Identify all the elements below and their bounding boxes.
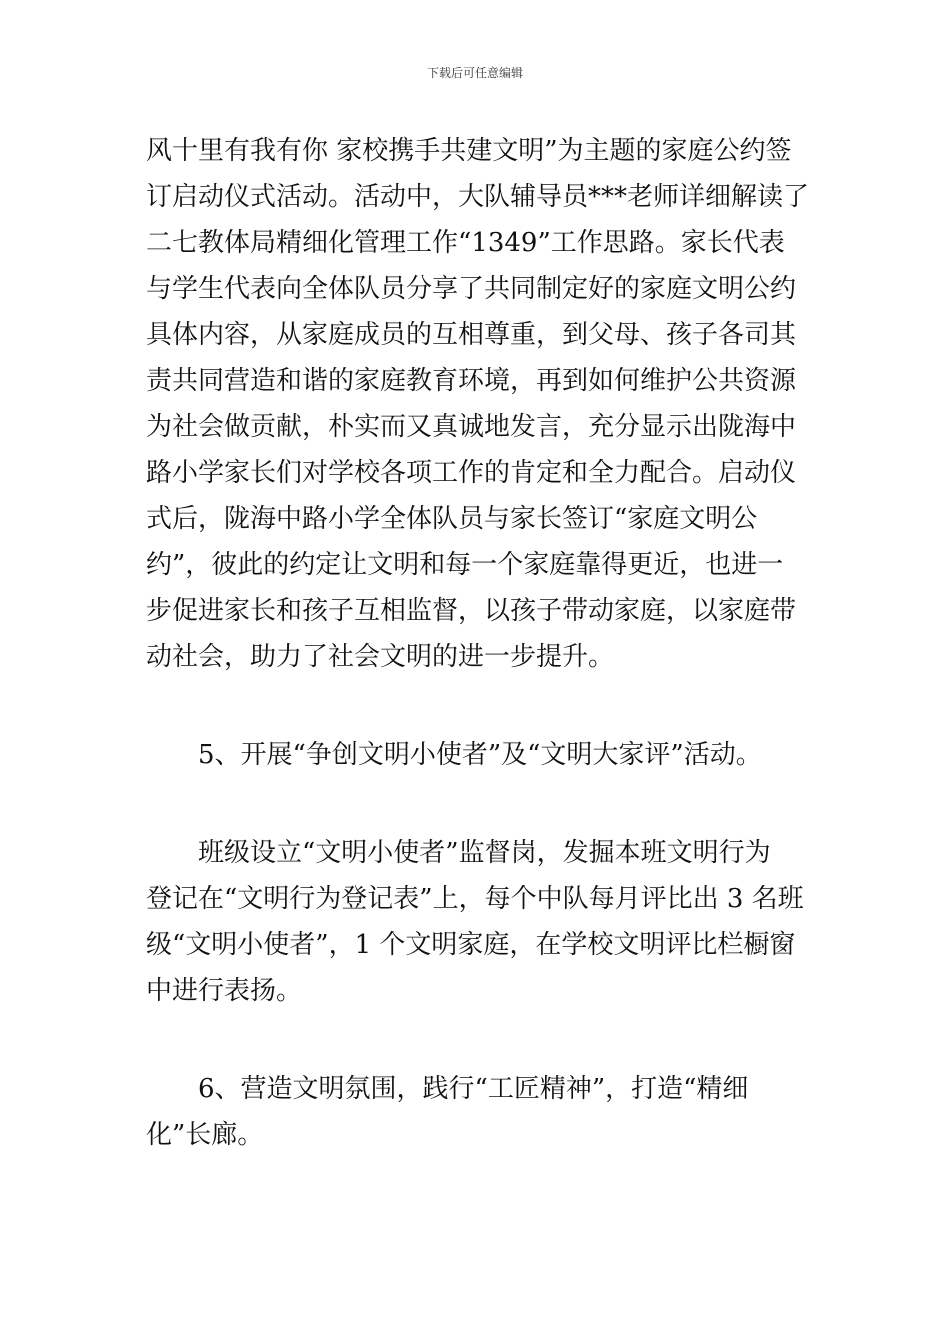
text-line: 订启动仪式活动。活动中，大队辅导员***老师详细解读了	[146, 182, 810, 212]
text-line: 中进行表扬。	[146, 976, 303, 1006]
section-heading-6	[146, 1066, 808, 1158]
text-line: 6、营造文明氛围，践行“工匠精神”，打造“精细	[198, 1074, 749, 1104]
text-line: 为社会做贡献，朴实而又真诚地发言，充分显示出陇海中	[146, 412, 797, 442]
paragraph-civility-ambassador	[146, 830, 808, 1014]
text-line: 班级设立“文明小使者”监督岗，发掘本班文明行为	[198, 838, 771, 868]
text-line: 路小学家长们对学校各项工作的肯定和全力配合。启动仪	[146, 458, 797, 488]
text-line: 步促进家长和孩子互相监督，以孩子带动家庭，以家庭带	[146, 596, 797, 626]
text-line: 式后，陇海中路小学全体队员与家长签订“家庭文明公	[146, 504, 758, 534]
page-header: 下载后可任意编辑	[426, 66, 523, 80]
text-line: 具体内容，从家庭成员的互相尊重，到父母、孩子各司其	[146, 320, 797, 350]
text-line: 级“文明小使者”，1 个文明家庭，在学校文明评比栏橱窗	[146, 930, 796, 960]
text-line: 责共同营造和谐的家庭教育环境，再到如何维护公共资源	[146, 366, 797, 396]
text-line: 与学生代表向全体队员分享了共同制定好的家庭文明公约	[146, 274, 797, 304]
text-line: 二七教体局精细化管理工作“1349”工作思路。家长代表	[146, 228, 785, 258]
text-line: 动社会，助力了社会文明的进一步提升。	[146, 642, 615, 672]
section-heading-5: 5、开展“争创文明小使者”及“文明大家评”活动。	[198, 740, 762, 770]
text-line: 登记在“文明行为登记表”上，每个中队每月评比出 3 名班	[146, 884, 804, 914]
text-line: 化”长廊。	[146, 1120, 264, 1150]
text-line: 风十里有我有你 家校携手共建文明”为主题的家庭公约签	[146, 136, 792, 166]
text-line: 约”，彼此的约定让文明和每一个家庭靠得更近，也进一	[146, 550, 784, 580]
document-body	[146, 128, 808, 1158]
paragraph-family-pact	[146, 128, 808, 680]
